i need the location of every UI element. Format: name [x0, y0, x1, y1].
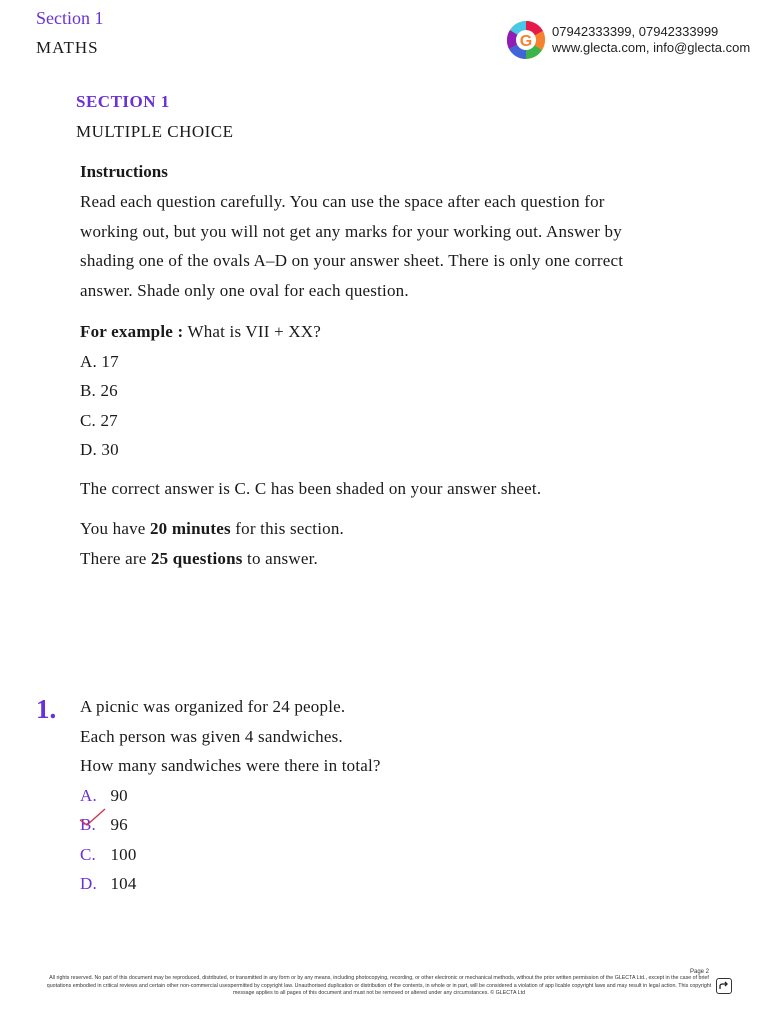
count-line: There are 25 questions to answer. [80, 548, 318, 568]
contact-web-email[interactable]: www.glecta.com, info@glecta.com [552, 40, 751, 55]
contact-phones: 07942333399, 07942333999 [552, 24, 719, 39]
example-question-line [80, 317, 750, 347]
option-text: 100 [110, 844, 137, 864]
question-line: Each person was given 4 sandwiches. [80, 726, 343, 746]
time-count-block [80, 514, 750, 573]
page-number: Page 2 [690, 969, 710, 975]
count-value: 25 questions [150, 548, 243, 568]
option-text: 96 [110, 815, 128, 834]
section-subtitle: MULTIPLE CHOICE [76, 122, 234, 141]
example-question: What is VII + XX? [187, 322, 322, 341]
instructions-line: working out, but you will not get any marks for your working out. Answer by [80, 221, 622, 241]
header-subject: MATHS [36, 38, 99, 57]
tick-mark-icon [78, 806, 108, 828]
option-letter: C. [80, 844, 96, 864]
example-option: C. 27 [80, 410, 118, 430]
share-icon[interactable] [716, 978, 732, 994]
section-title: SECTION 1 [76, 92, 170, 111]
question-1 [80, 692, 750, 899]
example-option: B. 26 [80, 381, 118, 400]
question-line: A picnic was organized for 24 people. [80, 697, 346, 716]
answer-option-a[interactable] [80, 781, 750, 811]
option-letter: D. [80, 874, 97, 893]
answer-option-d[interactable] [80, 869, 750, 899]
option-letter: A. [80, 785, 97, 805]
instructions-line: answer. Shade only one oval for each question. [80, 280, 409, 300]
example-block [80, 317, 750, 465]
instructions-line: shading one of the ovals A–D on your answer sheet. There is only one correct [80, 251, 624, 270]
example-label: For example : [80, 322, 184, 341]
instructions-paragraph [80, 187, 750, 305]
arrow-icon [717, 979, 731, 993]
example-option: D. 30 [80, 440, 119, 459]
instructions-heading: Instructions [80, 162, 168, 181]
correct-answer-note: The correct answer is C. C has been shaded on your answer sheet. [80, 479, 542, 498]
header-section-label: Section 1 [36, 8, 104, 28]
answer-option-b[interactable] [80, 810, 750, 840]
answer-option-c[interactable] [80, 840, 750, 870]
question-number: 1. [36, 694, 57, 724]
logo-letter: G [519, 33, 533, 50]
option-text: 90 [110, 785, 128, 805]
contact-block [552, 24, 750, 56]
question-line: How many sandwiches were there in total? [80, 756, 381, 775]
example-option: A. 17 [80, 351, 119, 371]
instructions-line: Read each question carefully. You can use the space after each question for [80, 192, 605, 211]
copyright-notice: All rights reserved. No part of this document may be reproduced, distributed, or transmitted in any form or by any means, including photocopying, recording, or other electronic or mechanical methods, without the prior written permission of the GLECTA Ltd., except in the case of brief quotations embodied in critical reviews and certain other non-commercial usespermitted by copyright law. Unauthorised duplication or distribution of the contents, in whole or in part, will be considered a violation of app licable copyright laws and may result in legal action. This copyright message applies to all pages of this document and must not be removed or altered under any circumstances. © GLECTA Ltd [46, 975, 712, 996]
time-value: 20 minutes [149, 519, 231, 538]
time-line: You have 20 minutes for this section. [80, 519, 344, 538]
glecta-logo [506, 20, 546, 60]
option-letter-ticked: B. [80, 810, 106, 840]
option-text: 104 [110, 874, 137, 893]
